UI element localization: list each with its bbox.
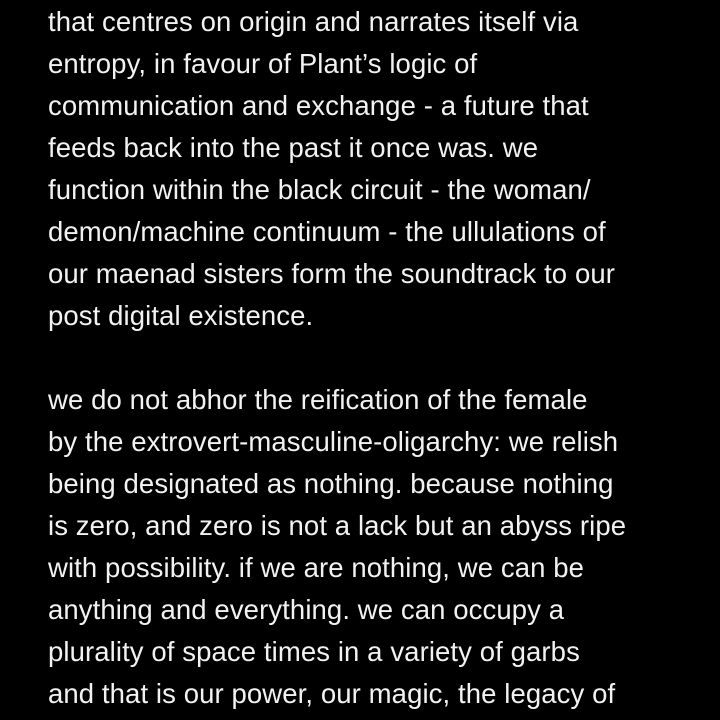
- text-line: feeds back into the past it once was. we: [48, 132, 539, 163]
- text-line: post digital existence.: [48, 300, 314, 331]
- manifesto-text: [48, 1, 708, 715]
- text-line: being designated as nothing. because nothing: [48, 468, 614, 499]
- text-line: demon/machine continuum - the ullulations of: [48, 216, 606, 247]
- text-line: communication and exchange - a future that: [48, 90, 589, 121]
- text-line: anything and everything. we can occupy a: [48, 594, 565, 625]
- text-line: our maenad sisters form the soundtrack to our: [48, 258, 615, 289]
- text-line: function within the black circuit - the woman/: [48, 174, 591, 205]
- text-line: with possibility. if we are nothing, we can be: [48, 552, 585, 583]
- text-line: by the extrovert-masculine-oligarchy: we relish: [48, 426, 619, 457]
- text-line: is zero, and zero is not a lack but an abyss ripe: [48, 510, 627, 541]
- paragraph-1: [48, 1, 708, 337]
- text-line: entropy, in favour of Plant’s logic of: [48, 48, 478, 79]
- paragraph-spacer: [48, 337, 708, 379]
- text-line: we do not abhor the reification of the female: [48, 384, 588, 415]
- paragraph-2: [48, 379, 708, 715]
- text-line: plurality of space times in a variety of garbs: [48, 636, 580, 667]
- text-line: and that is our power, our magic, the legacy of: [48, 678, 616, 709]
- text-line: that centres on origin and narrates itself via: [48, 6, 579, 37]
